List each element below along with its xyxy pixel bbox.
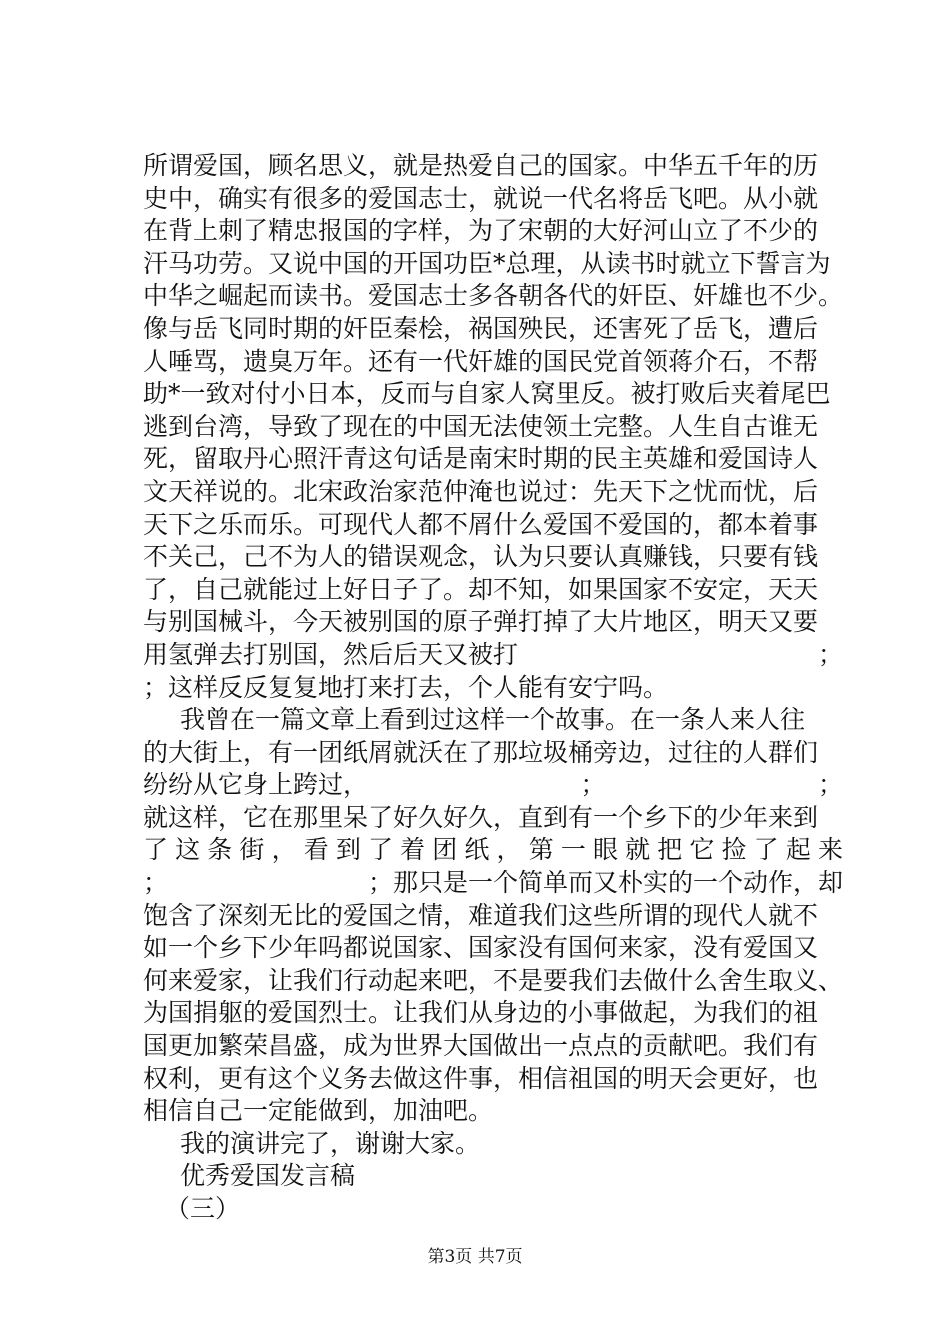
text-line: 助*一致对付小日本，反而与自家人窝里反。被打败后夹着尾巴 xyxy=(143,379,831,409)
text-line: 我曾在一篇文章上看到过这样一个故事。在一条人来人往 xyxy=(180,705,806,735)
section-number: （三） xyxy=(165,1194,241,1223)
text-line: 所谓爱国，顾名思义，就是热爱自己的国家。中华五千年的历 xyxy=(143,151,819,180)
text-fragment: ； xyxy=(580,770,606,800)
text-char: 就 xyxy=(625,835,651,865)
text-char: 这 xyxy=(175,835,201,865)
text-line: 何来爱家，让我们行动起来吧，不是要我们去做什么舍生取义、 xyxy=(143,965,843,995)
text-line xyxy=(143,639,843,672)
text-char: 纸 xyxy=(464,835,490,865)
text-line: 权利，更有这个义务去做这件事，相信祖国的明天会更好，也 xyxy=(143,1063,819,1093)
text-line: 天下之乐而乐。可现代人都不屑什么爱国不爱国的，都本着事 xyxy=(143,509,819,539)
text-fragment: 纷纷从它身上跨过， xyxy=(143,770,369,800)
text-char: 看 xyxy=(303,835,329,865)
text-char: 它 xyxy=(689,835,715,865)
text-line: 史中，确实有很多的爱国志士，就说一代名将岳飞吧。从小就 xyxy=(143,183,819,213)
text-line: 的大街上，有一团纸屑就沃在了那垃圾桶旁边，过往的人群们 xyxy=(143,737,819,767)
text-line: 逃到台湾，导致了现在的中国无法使领土完整。人生自古谁无 xyxy=(143,411,819,441)
text-char: 一 xyxy=(560,835,586,865)
text-line: 相信自己一定能做到，加油吧。 xyxy=(143,1096,494,1126)
text-char: 着 xyxy=(400,835,426,865)
text-fragment: ； xyxy=(143,868,169,898)
text-line: 汗马功劳。又说中国的开国功臣*总理，从读书时就立下誓言为 xyxy=(143,248,831,278)
text-line: 文天祥说的。北宋政治家范仲淹也说过：先天下之忧而忧，后 xyxy=(143,476,819,506)
text-line: 在背上刺了精忠报国的字样，为了宋朝的大好河山立了不少的 xyxy=(143,216,819,246)
text-char: 街 xyxy=(239,835,265,865)
text-line: 人唾骂，遗臭万年。还有一代奸雄的国民党首领蒋介石，不帮 xyxy=(143,346,819,376)
text-line xyxy=(143,769,843,802)
text-char: 了 xyxy=(753,835,779,865)
text-fragment: ； xyxy=(817,770,843,800)
text-char: ， xyxy=(271,835,297,865)
text-char: 起 xyxy=(785,835,811,865)
text-char: 捡 xyxy=(721,835,747,865)
text-line: 为国捐躯的爱国烈士。让我们从身边的小事做起，为我们的祖 xyxy=(143,998,819,1028)
text-line: 与别国械斗，今天被别国的原子弹打掉了大片地区，明天又要 xyxy=(143,607,819,637)
text-char: 团 xyxy=(432,835,458,865)
text-char: 条 xyxy=(207,835,233,865)
text-line: 饱含了深刻无比的爱国之情，难道我们这些所谓的现代人就不 xyxy=(143,900,819,930)
text-char: ， xyxy=(496,835,522,865)
closing-line: 我的演讲完了，谢谢大家。 xyxy=(180,1128,481,1158)
text-line: 如一个乡下少年吗都说国家、国家没有国何来家，没有爱国又 xyxy=(143,933,819,963)
text-char: 了 xyxy=(143,835,169,865)
text-char: 把 xyxy=(657,835,683,865)
text-char: 了 xyxy=(367,835,393,865)
text-char: 眼 xyxy=(592,835,618,865)
text-line xyxy=(143,834,843,867)
text-line: 就这样，它在那里呆了好久好久，直到有一个乡下的少年来到 xyxy=(143,802,819,832)
text-fragment: 用氢弹去打别国，然后后天又被打 xyxy=(143,639,519,669)
text-fragment: ；那只是一个简单而又朴实的一个动作，却 xyxy=(367,868,843,898)
text-line xyxy=(143,867,843,900)
next-article-title: 优秀爱国发言稿 xyxy=(180,1161,356,1191)
text-char: 来 xyxy=(817,835,843,865)
text-line: ；这样反反复复地打来打去，个人能有安宁吗。 xyxy=(143,672,669,702)
text-char: 到 xyxy=(335,835,361,865)
text-line: 死，留取丹心照汗青这句话是南宋时期的民主英雄和爱国诗人 xyxy=(143,444,819,474)
text-line: 了，自己就能过上好日子了。却不知，如果国家不安定，天天 xyxy=(143,574,819,604)
text-line: 中华之崛起而读书。爱国志士多各朝各代的奸臣、奸雄也不少。 xyxy=(143,281,843,311)
page-footer: 第3页 共7页 xyxy=(427,1247,523,1267)
text-char: 第 xyxy=(528,835,554,865)
text-line: 像与岳飞同时期的奸臣秦桧，祸国殃民，还害死了岳飞，遭后 xyxy=(143,313,819,343)
speech-body xyxy=(143,150,843,1226)
text-line: 不关己，己不为人的错误观念，认为只要认真赚钱，只要有钱 xyxy=(143,542,819,572)
text-fragment: ； xyxy=(817,639,843,669)
text-line: 国更加繁荣昌盛，成为世界大国做出一点点的贡献吧。我们有 xyxy=(143,1031,819,1061)
